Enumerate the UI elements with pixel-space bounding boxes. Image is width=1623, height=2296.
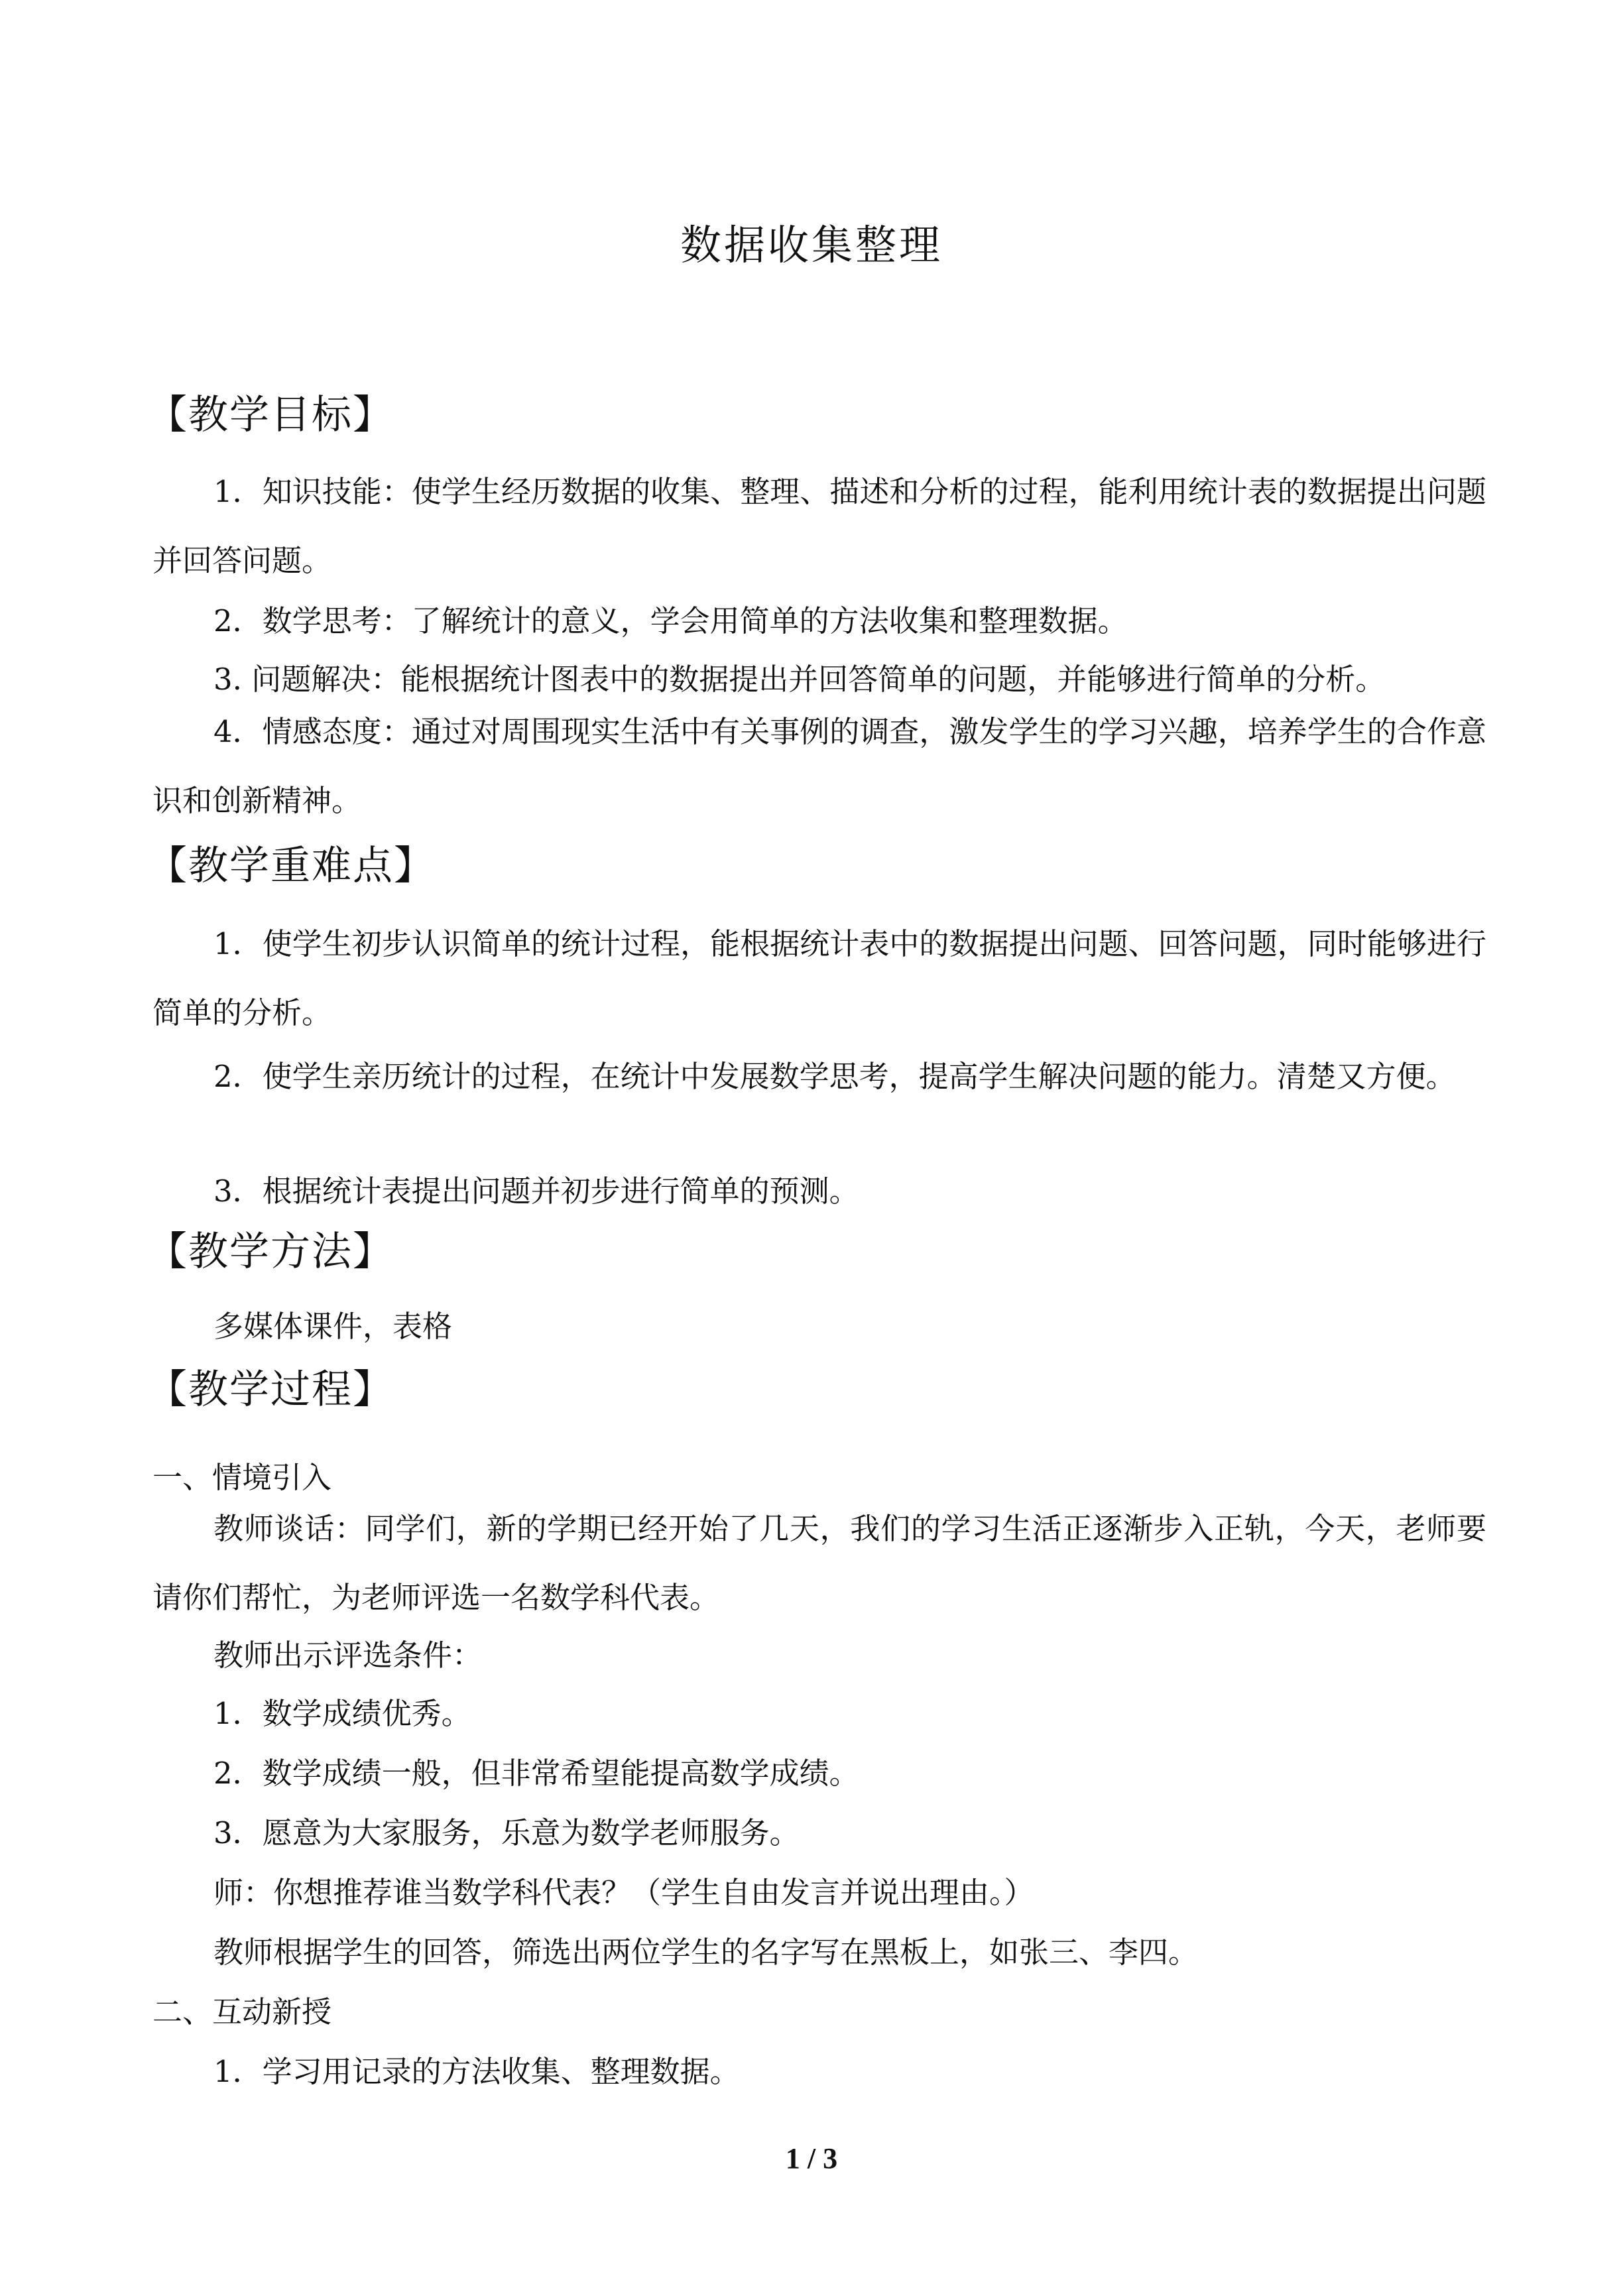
objective-item: 1．知识技能：使学生经历数据的收集、整理、描述和分析的过程，能利用统计表的数据提出问题并回答问题。: [152, 474, 1486, 578]
criteria-intro: 教师出示评选条件：: [213, 1638, 483, 1673]
key-point-item: 3．根据统计表提出问题并初步进行简单的预测。: [213, 1174, 859, 1209]
page-number: 1 / 3: [785, 2142, 838, 2175]
teacher-talk: 教师谈话：同学们，新的学期已经开始了几天，我们的学习生活正逐渐步入正轨，今天，老师要请你们帮忙，为老师评选一名数学科代表。: [152, 1511, 1486, 1615]
methods-text: 多媒体课件，表格: [213, 1309, 453, 1344]
section-heading-objectives: 【教学目标】: [147, 392, 394, 438]
process-step-1: 1．学习用记录的方法收集、整理数据。: [213, 2054, 740, 2089]
criteria-item: 1．数学成绩优秀。: [213, 1696, 471, 1731]
process-part1-heading: 一、情境引入: [152, 1460, 332, 1495]
key-point-item: 2．使学生亲历统计的过程，在统计中发展数学思考，提高学生解决问题的能力。清楚又方便。: [213, 1059, 1456, 1094]
criteria-item: 2．数学成绩一般，但非常希望能提高数学成绩。: [213, 1756, 859, 1791]
section-heading-methods: 【教学方法】: [147, 1229, 394, 1275]
key-point-item: 1．使学生初步认识简单的统计过程，能根据统计表中的数据提出问题、回答问题，同时能够进行简单的分析。: [152, 926, 1486, 1030]
document-title: 数据收集整理: [680, 221, 943, 269]
section-heading-key-points: 【教学重难点】: [147, 843, 435, 889]
section-heading-process: 【教学过程】: [147, 1366, 394, 1413]
objective-item: 2．数学思考：了解统计的意义，学会用简单的方法收集和整理数据。: [213, 603, 1128, 638]
teacher-action: 教师根据学生的回答，筛选出两位学生的名字写在黑板上，如张三、李四。: [213, 1935, 1199, 1970]
objective-item: 3. 问题解决：能根据统计图表中的数据提出并回答简单的问题，并能够进行简单的分析。: [213, 662, 1386, 697]
teacher-question: 师：你想推荐谁当数学科代表？（学生自由发言并说出理由。）: [213, 1875, 1034, 1910]
criteria-item: 3．愿意为大家服务，乐意为数学老师服务。: [213, 1815, 800, 1850]
objective-item: 4．情感态度：通过对周围现实生活中有关事例的调查，激发学生的学习兴趣，培养学生的合作意识和创新精神。: [152, 714, 1486, 818]
process-part2-heading: 二、互动新授: [152, 1994, 332, 2029]
